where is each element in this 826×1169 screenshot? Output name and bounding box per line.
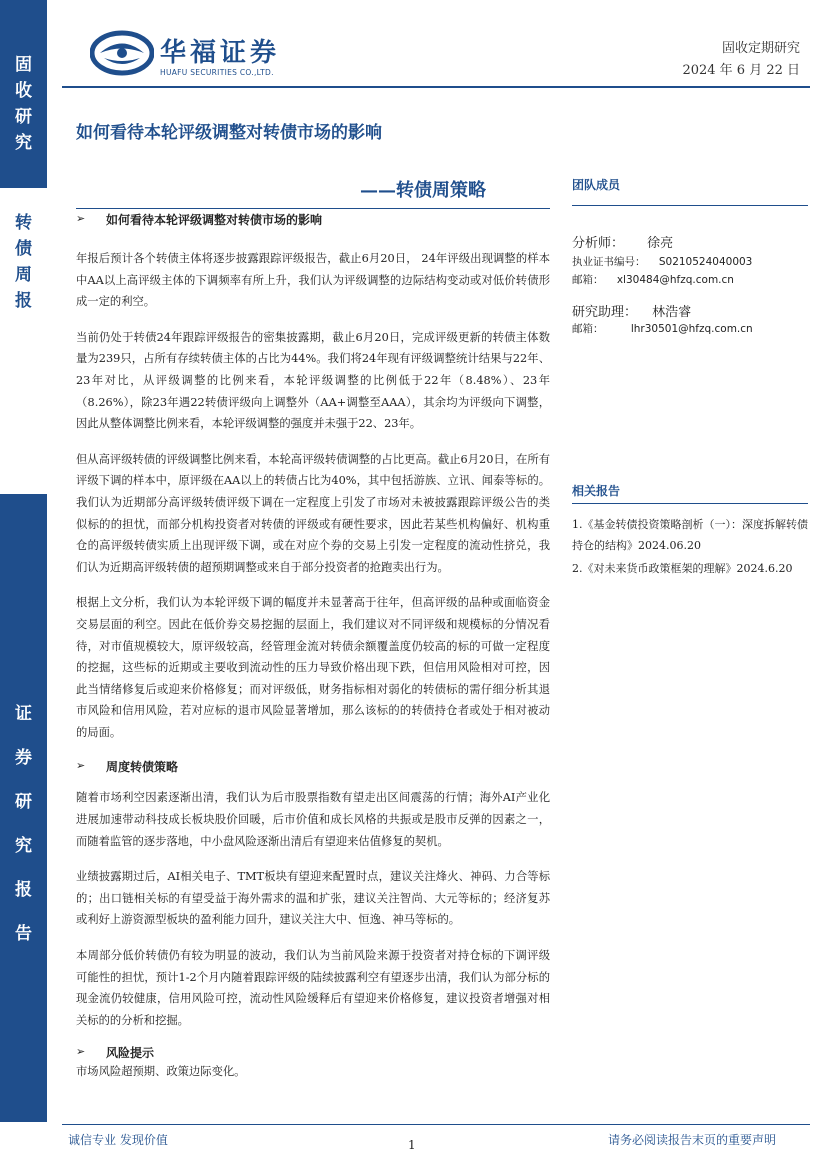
- left-bar-bottom-label: [0, 692, 47, 956]
- left-bar-top-label: [0, 52, 47, 156]
- related-rule: [572, 503, 808, 504]
- arrow-bullet-icon: ➢: [76, 1045, 86, 1059]
- vertical-label-char: 研: [15, 107, 32, 127]
- cert-number: S0210524040003: [658, 256, 753, 268]
- section-rule: [76, 208, 550, 209]
- header-meta: [682, 38, 800, 82]
- analyst-row: [572, 232, 808, 251]
- assistant-name: 林浩睿: [652, 305, 692, 320]
- report-subtitle: ——转债周策略: [360, 180, 486, 201]
- arrow-bullet-icon: ➢: [76, 212, 86, 225]
- email-label: 邮箱：: [572, 323, 604, 335]
- section-heading: [76, 755, 550, 779]
- team-panel: [572, 176, 808, 338]
- huafu-logo-mark-icon: [90, 30, 154, 76]
- page-number: 1: [408, 1138, 416, 1152]
- logo-chinese-name: 华福证券: [160, 38, 281, 68]
- main-content: [76, 208, 550, 1083]
- vertical-label-char: 转: [15, 213, 32, 233]
- section-heading: [76, 1041, 550, 1061]
- body-paragraph: 根据上文分析，我们认为本轮评级下调的幅度并未显著高于往年，但高评级的品种或面临资金交易层面的利空。因此在低价券交易挖掘的层面上，我们建议对不同评级和规模标的分情况看待，对市值规模较大，原评级较高，经管理金流对转债余额覆盖度仍较高的标的可做一定程度的挖掘，这些标的近期或主要收到流动性的压力导致价格出现下跌，但信用风险相对可控，因此当情绪修复后或迎来价格修复；而对评级低，财务指标相对弱化的转债标的需仔细分析其退市风险和信用风险，若对应标的退市风险显著增加，那么该标的的转债持仓者或处于相对被动的局面。: [76, 596, 550, 739]
- vertical-label-char: 周: [15, 265, 32, 285]
- related-item[interactable]: 1.《基金转债投资策略剖析（一）：深度拆解转债持仓的结构》2024.06.20: [572, 518, 808, 552]
- assistant-label: 研究助理：: [572, 305, 638, 320]
- vertical-label-char: 报: [15, 880, 32, 900]
- section-heading: [76, 208, 550, 232]
- assistant-row: [572, 301, 808, 320]
- body-paragraph: 年报后预计各个转债主体将逐步披露跟踪评级报告，截止6月20日， 24年评级出现调整的样本中AA以上高评级主体的下调频率有所上升，我们认为评级调整的边际结构变动或对低价转债形成一定的利空。: [76, 252, 550, 309]
- body-paragraph: 随着市场利空因素逐渐出清，我们认为后市股票指数有望走出区间震荡的行情；海外AI产业化进展加速带动科技成长板块股价回暖，后市价值和成长风格的共振或是股市反弹的因素之一，而随着监管的逐步落地，中小盘风险逐渐出清后有望迎来估值修复的契机。: [76, 791, 550, 848]
- analyst-name: 徐亮: [647, 236, 674, 251]
- related-heading: 相关报告: [572, 484, 621, 498]
- email-label: 邮箱：: [572, 274, 604, 286]
- logo-english-name: HUAFU SECURITIES CO.,LTD.: [160, 68, 274, 77]
- section-title: 周度转债策略: [106, 760, 179, 775]
- vertical-label-char: 究: [15, 836, 32, 856]
- cert-label: 执业证书编号：: [572, 256, 646, 268]
- body-paragraph: 本周部分低价转债仍有较为明显的波动，我们认为当前风险来源于投资者对持仓标的下调评级可能性的担忧，预计1-2个月内随着跟踪评级的陆续披露利空有望逐步出清，我们认为部分标的现金流仍较健康，信用风险可控，流动性风险缓释后有望迎来价格修复，建议投资者增强对相关标的的分析和挖掘。: [76, 949, 550, 1027]
- footer-disclaimer: 请务必阅读报告末页的重要声明: [607, 1133, 776, 1147]
- section-title: 如何看待本轮评级调整对转债市场的影响: [106, 213, 323, 227]
- header-divider: [62, 86, 810, 88]
- report-date: 2024 年 6 月 22 日: [682, 63, 800, 78]
- vertical-label-char: 告: [15, 924, 32, 944]
- left-vertical-bar: [0, 0, 47, 1169]
- vertical-label-char: 研: [15, 792, 32, 812]
- company-logo: [88, 28, 298, 82]
- team-rule: [572, 205, 808, 206]
- body-paragraph: 当前仍处于转债24年跟踪评级报告的密集披露期，截止6月20日，完成评级更新的转债主体数量为239只，占所有存续转债主体的占比为44%。我们将24年现有评级调整统计结果与22年、23年对比，从评级调整的比例来看，本轮评级调整的比例低于22年（8.48%）、23年（8.26%），除23年遇22转债评级向上调整外（AA+调整至AAA），其余均为评级向下调整，因此从整体调整比例来看，本轮评级调整的强度并未强于22、23年。: [76, 330, 550, 431]
- body-paragraph: 但从高评级转债的评级调整比例来看，本轮高评级转债调整的占比更高。截止6月20日，在所有评级下调的样本中，原评级在AA以上的转债占比为40%，其中包括游族、立讯、闻泰等标的。我们认为近期部分高评级转债评级下调在一定程度上引发了市场对未被披露跟踪评级公告的类似标的的担忧，而部分机构投资者对转债的评级或有硬性要求，因此若某些机构偏好、机构重仓的高评级转债实质上出现评级下调，或在对应个券的交易上引发一定程度的流动性挤兑，我们认为近期高评级转债的超预期调整或来自于部分投资者的抢跑卖出行为。: [76, 452, 550, 574]
- vertical-label-char: 债: [15, 239, 32, 259]
- vertical-label-char: 究: [15, 133, 32, 153]
- related-reports-panel: [572, 482, 808, 579]
- assistant-email: lhr30501@hfzq.com.cn: [630, 323, 753, 335]
- related-item[interactable]: 2.《对未来货币政策框架的理解》2024.6.20: [572, 562, 793, 575]
- footer-divider: [62, 1124, 810, 1125]
- vertical-label-char: 固: [15, 55, 32, 75]
- section-title: 风险提示: [106, 1046, 155, 1061]
- vertical-label-char: 证: [15, 704, 32, 724]
- arrow-bullet-icon: ➢: [76, 759, 86, 773]
- vertical-label-char: 券: [15, 748, 32, 768]
- vertical-label-char: 报: [15, 291, 32, 311]
- cert-row: [572, 253, 808, 271]
- left-bar-mid-label: [0, 210, 47, 314]
- body-paragraph: 市场风险超预期、政策边际变化。: [76, 1065, 246, 1079]
- team-heading: 团队成员: [572, 178, 621, 192]
- analyst-email-row: [572, 271, 808, 289]
- analyst-email: xl30484@hfzq.com.cn: [616, 274, 734, 286]
- report-title: 如何看待本轮评级调整对转债市场的影响: [76, 123, 382, 143]
- report-type: 固收定期研究: [721, 41, 800, 56]
- footer-slogan: 诚信专业 发现价值: [68, 1133, 168, 1147]
- vertical-label-char: 收: [15, 81, 32, 101]
- body-paragraph: 业绩披露期过后，AI相关电子、TMT板块有望迎来配置时点，建议关注烽火、神码、力合等标的；出口链相关标的有望受益于海外需求的温和扩张，建议关注智尚、大元等标的；经济复苏或利好上游资源型板块的盈利能力回升，建议关注大中、恒逸、神马等标的。: [76, 870, 550, 927]
- assistant-email-row: [572, 320, 808, 338]
- analyst-label: 分析师：: [572, 236, 625, 251]
